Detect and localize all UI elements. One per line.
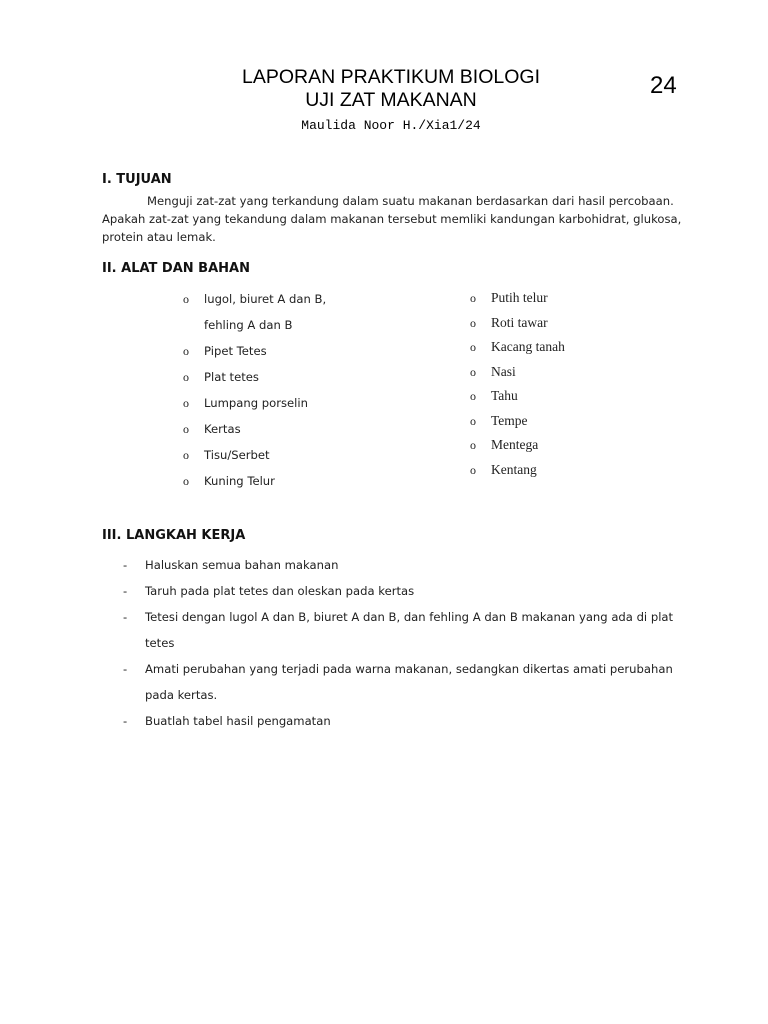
bullet-icon: o (183, 448, 189, 462)
bullet-icon: o (183, 370, 189, 384)
report-title: LAPORAN PRAKTIKUM BIOLOGI (242, 66, 540, 88)
list-item: o Kacang tanah (491, 335, 565, 360)
bullet-icon: o (470, 413, 476, 428)
bullet-icon: o (183, 396, 189, 410)
list-item: o lugol, biuret A dan B, (204, 286, 326, 312)
report-subtitle: UJI ZAT MAKANAN (305, 89, 477, 111)
list-item: o Tahu (491, 384, 565, 409)
list-item: o Nasi (491, 360, 565, 385)
bullet-icon: o (470, 364, 476, 379)
list-item: o Kertas (204, 416, 326, 442)
bullet-icon: o (183, 292, 189, 306)
alat-bahan-list-right (470, 286, 565, 482)
bullet-icon: o (470, 438, 476, 452)
list-item: o Tisu/Serbet (204, 442, 326, 468)
bullet-icon: o (183, 474, 189, 488)
langkah-kerja-list (123, 552, 685, 734)
dash-bullet: - (123, 714, 128, 728)
step-item: - Taruh pada plat tetes dan oleskan pada kertas (145, 578, 685, 604)
section-heading-alat-bahan: II. ALAT DAN BAHAN (102, 261, 250, 276)
dash-bullet: - (123, 610, 128, 624)
list-item: o Kentang (491, 458, 565, 483)
tujuan-paragraph (102, 192, 682, 246)
section-heading-tujuan: I. TUJUAN (102, 172, 172, 187)
tujuan-text-line1: Menguji zat-zat yang terkandung dalam suatu makanan berdasarkan dari hasil percobaan. (147, 194, 674, 208)
list-item: o Roti tawar (491, 311, 565, 336)
bullet-icon: o (183, 344, 189, 358)
dash-bullet: - (123, 558, 128, 572)
tujuan-text-rest: Apakah zat-zat yang tekandung dalam makanan tersebut memliki kandungan karbohidrat, glukosa, protein atau lemak. (102, 212, 682, 244)
list-item: o Kuning Telur (204, 468, 326, 494)
step-item: - Buatlah tabel hasil pengamatan (145, 708, 685, 734)
list-item: o Mentega (491, 433, 565, 458)
list-item: o Pipet Tetes (204, 338, 326, 364)
bullet-icon: o (470, 340, 476, 354)
bullet-icon: o (470, 389, 476, 403)
section-heading-langkah-kerja: III. LANGKAH KERJA (102, 528, 246, 543)
step-item: - Tetesi dengan lugol A dan B, biuret A dan B, dan fehling A dan B makanan yang ada di plat tetes (145, 604, 685, 656)
alat-bahan-list-left (183, 286, 327, 494)
bullet-icon: o (470, 462, 476, 477)
list-item: o Plat tetes (204, 364, 326, 390)
list-item: o Tempe (491, 409, 565, 434)
step-item: - Amati perubahan yang terjadi pada warna makanan, sedangkan dikertas amati perubahan pada kertas. (145, 656, 685, 708)
page-number: 24 (650, 72, 677, 99)
list-item: fehling A dan B (204, 318, 293, 332)
bullet-icon: o (183, 422, 189, 436)
bullet-icon: o (470, 291, 476, 305)
step-item: - Haluskan semua bahan makanan (145, 552, 685, 578)
list-item: o Lumpang porselin (204, 390, 326, 416)
bullet-icon: o (470, 315, 476, 330)
dash-bullet: - (123, 584, 128, 598)
list-item: o Putih telur (491, 286, 565, 311)
author-line: Maulida Noor H./Xia1/24 (301, 118, 481, 133)
dash-bullet: - (123, 662, 128, 676)
